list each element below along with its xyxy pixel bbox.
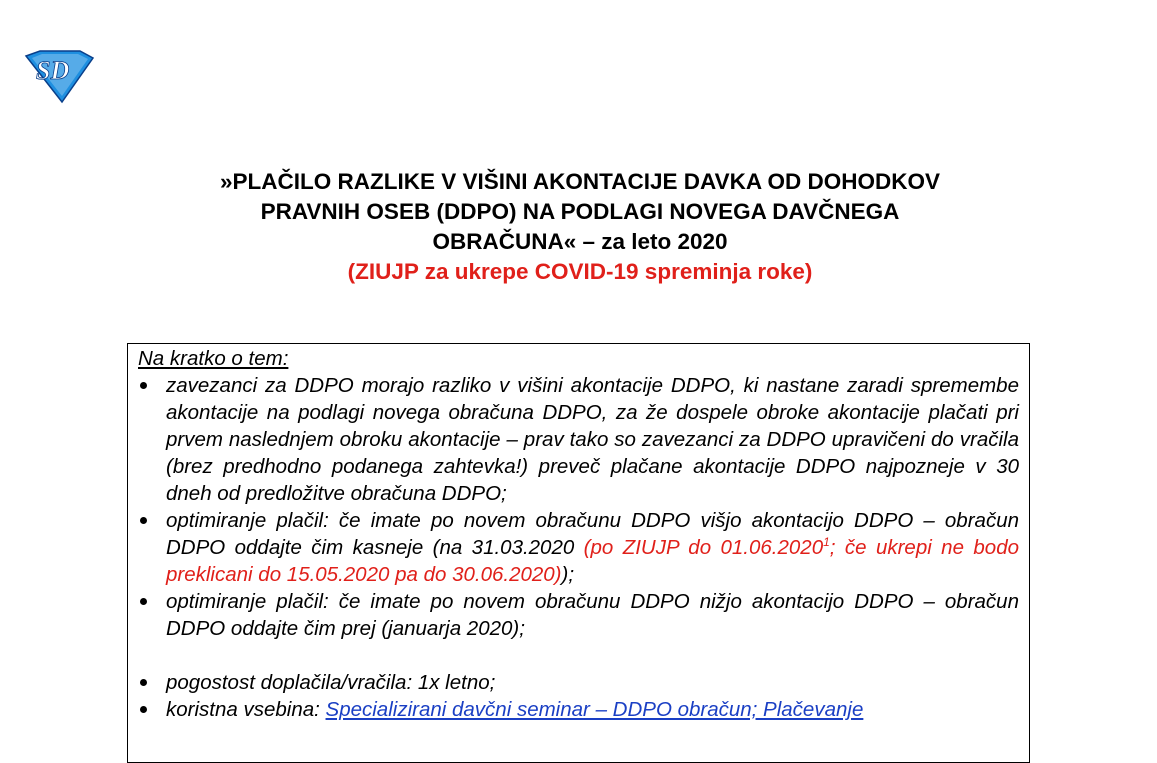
bullet-text: optimiranje plačil: če imate po novem obračunu DDPO nižjo akontacijo DDPO – obračun DDPO oddajte čim prej (januarja 2020); [166,590,1019,640]
title-subtitle: (ZIUJP za ukrepe COVID-19 spreminja roke) [347,259,813,284]
title-line-2: PRAVNIH OSEB (DDPO) NA PODLAGI NOVEGA DAVČNEGA [260,199,900,224]
seminar-link[interactable]: Specializirani davčni seminar – DDPO obračun; Plačevanje [325,698,864,721]
summary-list [138,372,1019,723]
footnote-ref[interactable]: 1 [823,535,830,550]
bullet-text: pogostost doplačila/vračila: 1x letno; [166,671,496,694]
bullet-text: optimiranje plačil: če imate po novem obračunu DDPO višjo akontacijo DDPO – obračun DDPO oddajte čim kasneje (na 31.03.2020 [166,509,1019,559]
svg-text:SD: SD [36,56,70,85]
document-title [120,167,1040,287]
summary-box [127,343,1030,763]
title-line-3: OBRAČUNA« – za leto 2020 [432,229,728,254]
title-line-1: »PLAČILO RAZLIKE V VIŠINI AKONTACIJE DAVKA OD DOHODKOV [219,169,941,194]
deadline-extension-text: ; če ukrepi ne bodo preklicani do 15.05.2020 pa do 30.06.2020) [166,536,1019,586]
list-item [138,588,1019,642]
list-item [138,507,1019,588]
bullet-text-end: ); [561,563,575,586]
list-item [138,372,1019,507]
summary-heading: Na kratko o tem: [138,347,289,370]
deadline-text: (po ZIUJP do 01.06.2020 [583,536,824,559]
bullet-text: zavezanci za DDPO morajo razliko v višini akontacije DDPO, ki nastane zaradi spremembe akontacije na podlagi novega obračuna DDPO, za že dospele obroke akontacije plačati pri prvem naslednjem obroku akontacije – prav tako so zavezanci za DDPO upravičeni do vračila (brez predhodno podanega zahtevka!) preveč plačane akontacije DDPO najpozneje v 30 dneh od predložitve obračuna DDPO; [166,374,1019,505]
list-item [138,669,1019,696]
company-logo [22,48,96,104]
bullet-text: koristna vsebina: [166,698,326,721]
list-item [138,696,1019,723]
